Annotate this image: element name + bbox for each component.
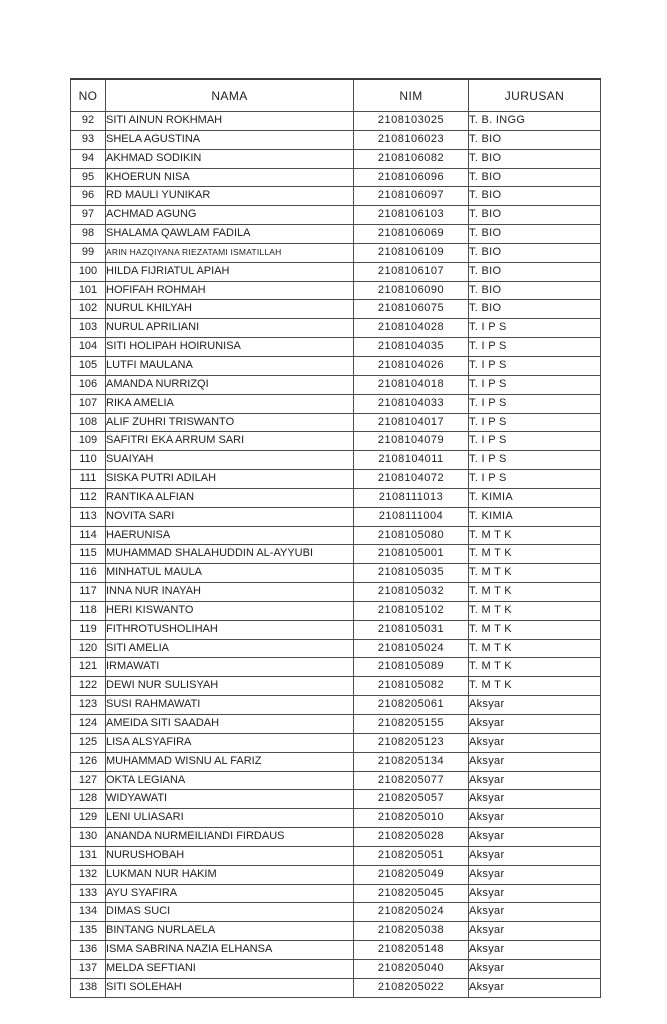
student-name-cell: SHELA AGUSTINA bbox=[106, 130, 354, 149]
nim-cell: 2108205028 bbox=[354, 828, 469, 847]
student-name-cell: ANANDA NURMEILIANDI FIRDAUS bbox=[106, 828, 354, 847]
row-number-cell: 130 bbox=[71, 828, 106, 847]
student-name-cell: HERI KISWANTO bbox=[106, 601, 354, 620]
student-name-cell: HILDA FIJRIATUL APIAH bbox=[106, 262, 354, 281]
student-name-cell: NURUSHOBAH bbox=[106, 846, 354, 865]
table-row bbox=[71, 639, 601, 658]
table-row bbox=[71, 488, 601, 507]
row-number-cell: 110 bbox=[71, 451, 106, 470]
nim-cell: 2108205155 bbox=[354, 715, 469, 734]
row-number-cell: 137 bbox=[71, 959, 106, 978]
jurusan-cell: Aksyar bbox=[469, 828, 601, 847]
row-number-cell: 113 bbox=[71, 507, 106, 526]
nim-cell: 2108105089 bbox=[354, 658, 469, 677]
nim-cell: 2108104017 bbox=[354, 413, 469, 432]
nim-cell: 2108106082 bbox=[354, 149, 469, 168]
student-name-cell: FITHROTUSHOLIHAH bbox=[106, 620, 354, 639]
nim-cell: 2108104033 bbox=[354, 394, 469, 413]
nim-cell: 2108104072 bbox=[354, 470, 469, 489]
row-number-cell: 94 bbox=[71, 149, 106, 168]
row-number-cell: 111 bbox=[71, 470, 106, 489]
nim-cell: 2108205038 bbox=[354, 922, 469, 941]
nim-cell: 2108205123 bbox=[354, 733, 469, 752]
table-row bbox=[71, 507, 601, 526]
jurusan-cell: Aksyar bbox=[469, 865, 601, 884]
nim-cell: 2108111013 bbox=[354, 488, 469, 507]
student-name-cell: DIMAS SUCI bbox=[106, 903, 354, 922]
nim-cell: 2108106097 bbox=[354, 187, 469, 206]
nim-cell: 2108205010 bbox=[354, 809, 469, 828]
nim-cell: 2108205057 bbox=[354, 790, 469, 809]
jurusan-cell: Aksyar bbox=[469, 809, 601, 828]
student-name-cell: AYU SYAFIRA bbox=[106, 884, 354, 903]
table-row bbox=[71, 319, 601, 338]
nim-cell: 2108111004 bbox=[354, 507, 469, 526]
table-row bbox=[71, 620, 601, 639]
jurusan-cell: T. M T K bbox=[469, 526, 601, 545]
student-name-cell: KHOERUN NISA bbox=[106, 168, 354, 187]
table-row bbox=[71, 601, 601, 620]
table-row bbox=[71, 375, 601, 394]
jurusan-cell: Aksyar bbox=[469, 696, 601, 715]
nim-cell: 2108105080 bbox=[354, 526, 469, 545]
jurusan-cell: T. I P S bbox=[469, 356, 601, 375]
student-name-cell: AMEIDA SITI SAADAH bbox=[106, 715, 354, 734]
row-number-cell: 121 bbox=[71, 658, 106, 677]
row-number-cell: 124 bbox=[71, 715, 106, 734]
jurusan-cell: T. M T K bbox=[469, 583, 601, 602]
jurusan-cell: T. I P S bbox=[469, 432, 601, 451]
nim-cell: 2108106096 bbox=[354, 168, 469, 187]
table-row bbox=[71, 865, 601, 884]
row-number-cell: 123 bbox=[71, 696, 106, 715]
student-list-table bbox=[70, 78, 601, 998]
nim-cell: 2108205134 bbox=[354, 752, 469, 771]
table-row bbox=[71, 187, 601, 206]
jurusan-cell: T. M T K bbox=[469, 677, 601, 696]
student-name-cell: LISA ALSYAFIRA bbox=[106, 733, 354, 752]
jurusan-cell: Aksyar bbox=[469, 846, 601, 865]
student-name-cell: RANTIKA ALFIAN bbox=[106, 488, 354, 507]
row-number-cell: 135 bbox=[71, 922, 106, 941]
student-name-cell: INNA NUR INAYAH bbox=[106, 583, 354, 602]
student-name-cell: NURUL APRILIANI bbox=[106, 319, 354, 338]
jurusan-cell: T. BIO bbox=[469, 281, 601, 300]
jurusan-cell: T. M T K bbox=[469, 620, 601, 639]
nim-cell: 2108104035 bbox=[354, 338, 469, 357]
student-name-cell: ISMA SABRINA NAZIA ELHANSA bbox=[106, 941, 354, 960]
table-row bbox=[71, 809, 601, 828]
table-row bbox=[71, 545, 601, 564]
row-number-cell: 114 bbox=[71, 526, 106, 545]
row-number-cell: 93 bbox=[71, 130, 106, 149]
jurusan-cell: Aksyar bbox=[469, 884, 601, 903]
student-name-cell: ARIN HAZQIYANA RIEZATAMI ISMATILLAH bbox=[106, 243, 354, 262]
student-name-cell: RD MAULI YUNIKAR bbox=[106, 187, 354, 206]
row-number-cell: 117 bbox=[71, 583, 106, 602]
table-row bbox=[71, 922, 601, 941]
column-header-no: NO bbox=[71, 79, 106, 112]
column-header-jurusan: JURUSAN bbox=[469, 79, 601, 112]
table-row bbox=[71, 828, 601, 847]
jurusan-cell: Aksyar bbox=[469, 941, 601, 960]
nim-cell: 2108105031 bbox=[354, 620, 469, 639]
table-row bbox=[71, 715, 601, 734]
nim-cell: 2108105001 bbox=[354, 545, 469, 564]
nim-cell: 2108103025 bbox=[354, 112, 469, 131]
row-number-cell: 112 bbox=[71, 488, 106, 507]
table-row bbox=[71, 677, 601, 696]
table-row bbox=[71, 243, 601, 262]
row-number-cell: 131 bbox=[71, 846, 106, 865]
student-name-cell: SUSI RAHMAWATI bbox=[106, 696, 354, 715]
jurusan-cell: T. M T K bbox=[469, 564, 601, 583]
nim-cell: 2108106107 bbox=[354, 262, 469, 281]
jurusan-cell: T. I P S bbox=[469, 338, 601, 357]
row-number-cell: 103 bbox=[71, 319, 106, 338]
jurusan-cell: Aksyar bbox=[469, 922, 601, 941]
row-number-cell: 126 bbox=[71, 752, 106, 771]
nim-cell: 2108205049 bbox=[354, 865, 469, 884]
table-row bbox=[71, 941, 601, 960]
student-name-cell: DEWI NUR SULISYAH bbox=[106, 677, 354, 696]
student-name-cell: SITI HOLIPAH HOIRUNISA bbox=[106, 338, 354, 357]
row-number-cell: 132 bbox=[71, 865, 106, 884]
student-name-cell: SITI SOLEHAH bbox=[106, 978, 354, 997]
nim-cell: 2108205077 bbox=[354, 771, 469, 790]
row-number-cell: 102 bbox=[71, 300, 106, 319]
row-number-cell: 136 bbox=[71, 941, 106, 960]
table-row bbox=[71, 771, 601, 790]
table-row bbox=[71, 752, 601, 771]
student-name-cell: ACHMAD AGUNG bbox=[106, 206, 354, 225]
row-number-cell: 96 bbox=[71, 187, 106, 206]
student-name-cell: MINHATUL MAULA bbox=[106, 564, 354, 583]
jurusan-cell: T. BIO bbox=[469, 300, 601, 319]
student-list-table-container bbox=[70, 78, 600, 998]
jurusan-cell: T. M T K bbox=[469, 658, 601, 677]
row-number-cell: 98 bbox=[71, 225, 106, 244]
row-number-cell: 134 bbox=[71, 903, 106, 922]
nim-cell: 2108106023 bbox=[354, 130, 469, 149]
jurusan-cell: T. I P S bbox=[469, 319, 601, 338]
nim-cell: 2108104028 bbox=[354, 319, 469, 338]
jurusan-cell: Aksyar bbox=[469, 752, 601, 771]
student-name-cell: LUKMAN NUR HAKIM bbox=[106, 865, 354, 884]
jurusan-cell: T. M T K bbox=[469, 639, 601, 658]
nim-cell: 2108104079 bbox=[354, 432, 469, 451]
row-number-cell: 129 bbox=[71, 809, 106, 828]
row-number-cell: 92 bbox=[71, 112, 106, 131]
row-number-cell: 138 bbox=[71, 978, 106, 997]
nim-cell: 2108105032 bbox=[354, 583, 469, 602]
jurusan-cell: T. BIO bbox=[469, 243, 601, 262]
table-row bbox=[71, 903, 601, 922]
row-number-cell: 108 bbox=[71, 413, 106, 432]
table-row bbox=[71, 696, 601, 715]
table-row bbox=[71, 790, 601, 809]
nim-cell: 2108205024 bbox=[354, 903, 469, 922]
student-name-cell: AMANDA NURRIZQI bbox=[106, 375, 354, 394]
jurusan-cell: T. I P S bbox=[469, 470, 601, 489]
nim-cell: 2108106090 bbox=[354, 281, 469, 300]
table-row bbox=[71, 846, 601, 865]
nim-cell: 2108104011 bbox=[354, 451, 469, 470]
table-row bbox=[71, 978, 601, 997]
student-name-cell: LENI ULIASARI bbox=[106, 809, 354, 828]
table-row bbox=[71, 356, 601, 375]
row-number-cell: 101 bbox=[71, 281, 106, 300]
jurusan-cell: Aksyar bbox=[469, 903, 601, 922]
table-row bbox=[71, 225, 601, 244]
jurusan-cell: T. I P S bbox=[469, 375, 601, 394]
table-row bbox=[71, 733, 601, 752]
row-number-cell: 104 bbox=[71, 338, 106, 357]
row-number-cell: 105 bbox=[71, 356, 106, 375]
table-row bbox=[71, 526, 601, 545]
jurusan-cell: T. BIO bbox=[469, 187, 601, 206]
table-row bbox=[71, 168, 601, 187]
column-header-nama: NAMA bbox=[106, 79, 354, 112]
table-row bbox=[71, 112, 601, 131]
student-name-cell: MUHAMMAD SHALAHUDDIN AL-AYYUBI bbox=[106, 545, 354, 564]
table-row bbox=[71, 130, 601, 149]
table-row bbox=[71, 432, 601, 451]
nim-cell: 2108106075 bbox=[354, 300, 469, 319]
jurusan-cell: T. BIO bbox=[469, 130, 601, 149]
jurusan-cell: T. BIO bbox=[469, 225, 601, 244]
table-header-row bbox=[71, 79, 601, 112]
row-number-cell: 133 bbox=[71, 884, 106, 903]
jurusan-cell: Aksyar bbox=[469, 959, 601, 978]
nim-cell: 2108104026 bbox=[354, 356, 469, 375]
jurusan-cell: Aksyar bbox=[469, 733, 601, 752]
row-number-cell: 107 bbox=[71, 394, 106, 413]
student-name-cell: SISKA PUTRI ADILAH bbox=[106, 470, 354, 489]
jurusan-cell: T. B. INGG bbox=[469, 112, 601, 131]
row-number-cell: 99 bbox=[71, 243, 106, 262]
nim-cell: 2108106109 bbox=[354, 243, 469, 262]
student-name-cell: BINTANG NURLAELA bbox=[106, 922, 354, 941]
student-name-cell: SHALAMA QAWLAM FADILA bbox=[106, 225, 354, 244]
student-name-cell: HAERUNISA bbox=[106, 526, 354, 545]
jurusan-cell: T. BIO bbox=[469, 206, 601, 225]
jurusan-cell: T. BIO bbox=[469, 262, 601, 281]
student-name-cell: LUTFI MAULANA bbox=[106, 356, 354, 375]
table-row bbox=[71, 564, 601, 583]
student-name-cell: NURUL KHILYAH bbox=[106, 300, 354, 319]
row-number-cell: 127 bbox=[71, 771, 106, 790]
student-name-cell: HOFIFAH ROHMAH bbox=[106, 281, 354, 300]
nim-cell: 2108105102 bbox=[354, 601, 469, 620]
jurusan-cell: Aksyar bbox=[469, 771, 601, 790]
row-number-cell: 125 bbox=[71, 733, 106, 752]
nim-cell: 2108205045 bbox=[354, 884, 469, 903]
nim-cell: 2108205148 bbox=[354, 941, 469, 960]
column-header-nim: NIM bbox=[354, 79, 469, 112]
jurusan-cell: T. I P S bbox=[469, 413, 601, 432]
student-name-cell: MUHAMMAD WISNU AL FARIZ bbox=[106, 752, 354, 771]
jurusan-cell: T. I P S bbox=[469, 451, 601, 470]
jurusan-cell: Aksyar bbox=[469, 715, 601, 734]
nim-cell: 2108205051 bbox=[354, 846, 469, 865]
nim-cell: 2108104018 bbox=[354, 375, 469, 394]
student-name-cell: NOVITA SARI bbox=[106, 507, 354, 526]
student-name-cell: SITI AMELIA bbox=[106, 639, 354, 658]
jurusan-cell: T. BIO bbox=[469, 149, 601, 168]
table-row bbox=[71, 583, 601, 602]
nim-cell: 2108105035 bbox=[354, 564, 469, 583]
row-number-cell: 97 bbox=[71, 206, 106, 225]
nim-cell: 2108205040 bbox=[354, 959, 469, 978]
table-row bbox=[71, 658, 601, 677]
row-number-cell: 122 bbox=[71, 677, 106, 696]
student-name-cell: OKTA LEGIANA bbox=[106, 771, 354, 790]
row-number-cell: 116 bbox=[71, 564, 106, 583]
student-name-cell: ALIF ZUHRI TRISWANTO bbox=[106, 413, 354, 432]
jurusan-cell: T. M T K bbox=[469, 545, 601, 564]
table-row bbox=[71, 338, 601, 357]
student-name-cell: WIDYAWATI bbox=[106, 790, 354, 809]
student-table-body bbox=[71, 112, 601, 998]
jurusan-cell: T. I P S bbox=[469, 394, 601, 413]
table-row bbox=[71, 413, 601, 432]
jurusan-cell: Aksyar bbox=[469, 790, 601, 809]
student-name-cell: SAFITRI EKA ARRUM SARI bbox=[106, 432, 354, 451]
student-name-cell: SITI AINUN ROKHMAH bbox=[106, 112, 354, 131]
student-name-cell: SUAIYAH bbox=[106, 451, 354, 470]
student-name-cell: RIKA AMELIA bbox=[106, 394, 354, 413]
table-row bbox=[71, 281, 601, 300]
table-row bbox=[71, 884, 601, 903]
row-number-cell: 95 bbox=[71, 168, 106, 187]
jurusan-cell: T. KIMIA bbox=[469, 507, 601, 526]
nim-cell: 2108105024 bbox=[354, 639, 469, 658]
table-row bbox=[71, 149, 601, 168]
row-number-cell: 118 bbox=[71, 601, 106, 620]
row-number-cell: 115 bbox=[71, 545, 106, 564]
student-name-cell: MELDA SEFTIANI bbox=[106, 959, 354, 978]
jurusan-cell: T. KIMIA bbox=[469, 488, 601, 507]
row-number-cell: 119 bbox=[71, 620, 106, 639]
nim-cell: 2108106103 bbox=[354, 206, 469, 225]
student-name-cell: IRMAWATI bbox=[106, 658, 354, 677]
row-number-cell: 120 bbox=[71, 639, 106, 658]
student-name-cell: AKHMAD SODIKIN bbox=[106, 149, 354, 168]
table-row bbox=[71, 300, 601, 319]
row-number-cell: 128 bbox=[71, 790, 106, 809]
table-row bbox=[71, 206, 601, 225]
jurusan-cell: Aksyar bbox=[469, 978, 601, 997]
row-number-cell: 106 bbox=[71, 375, 106, 394]
nim-cell: 2108106069 bbox=[354, 225, 469, 244]
jurusan-cell: T. M T K bbox=[469, 601, 601, 620]
row-number-cell: 109 bbox=[71, 432, 106, 451]
nim-cell: 2108105082 bbox=[354, 677, 469, 696]
table-row bbox=[71, 959, 601, 978]
nim-cell: 2108205061 bbox=[354, 696, 469, 715]
table-row bbox=[71, 262, 601, 281]
table-row bbox=[71, 470, 601, 489]
jurusan-cell: T. BIO bbox=[469, 168, 601, 187]
table-header bbox=[71, 79, 601, 112]
row-number-cell: 100 bbox=[71, 262, 106, 281]
nim-cell: 2108205022 bbox=[354, 978, 469, 997]
table-row bbox=[71, 451, 601, 470]
table-row bbox=[71, 394, 601, 413]
